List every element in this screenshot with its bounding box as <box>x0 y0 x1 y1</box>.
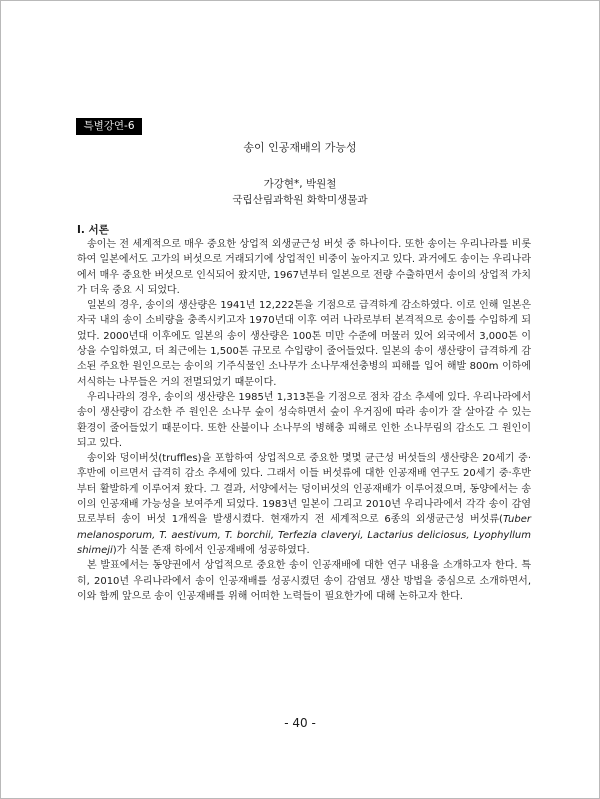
paragraph-3: 우리나라의 경우, 송이의 생산량은 1985년 1,313톤을 기점으로 점차 감소 추세에 있다. 우리나라에서 송이 생산량이 감소한 주 원인은 소나무 숲이 성숙하면서 숲이 우거짐에 따라 송이가 잘 살아갈 수 있는 환경이 줄어들었기 때문이다. 또한 산불이나 소나무의 병해충 피해로 인한 소나무림의 감소도 그 원인이 되고 있다. <box>77 391 531 449</box>
affiliation: 국립산림과학원 화학미생물과 <box>232 194 368 206</box>
section-heading: Ⅰ. 서론 <box>77 224 109 236</box>
paragraph-5: 본 발표에서는 동양권에서 상업적으로 중요한 송이 인공재배에 대한 연구 내용을 소개하고자 한다. 특히, 2010년 우리나라에서 송이 인공재배를 성공시켰던 송이 감염묘 생산 방법을 중심으로 소개하면서, 이와 함께 앞으로 송이 인공재배를 위해 어떠한 노력들이 필요한가에 대해 논하고자 한다. <box>77 560 531 602</box>
lecture-badge: 특별강연-6 <box>76 118 142 135</box>
paragraph-4-text-a: 송이와 덩이버섯(truffles)을 포함하여 상업적으로 중요한 몇몇 균근성 버섯들의 생산량은 20세기 중·후반에 이르면서 급격히 감소 추세에 있다. 그래서 이들 버섯류에 대한 인공재배 연구도 20세기 중·후반부터 활발하게 이루어져 왔다. 그 결과, 서양에서는 덩이버섯의 인공재배가 이루어졌으며, 동양에서는 송이의 인공재배 가능성을 보여주게 되었다. 1983년 일본이 그리고 2010년 우리나라에서 각각 송이 감염묘로부터 송이 버섯 1개씩을 발생시켰다. 현재까지 전 세계적으로 6종의 외생균근성 버섯류( <box>77 453 531 526</box>
authors: 가강현*, 박원철 <box>263 178 337 190</box>
page-number: - 40 - <box>284 716 316 730</box>
paragraph-4-text-b: )가 식물 존재 하에서 인공재배에 성공하였다. <box>112 544 310 556</box>
paragraph-4 <box>77 451 531 558</box>
paragraph-2: 일본의 경우, 송이의 생산량은 1941년 12,222톤을 기점으로 급격하게 감소하였다. 이로 인해 일본은 자국 내의 송이 소비량을 충족시키고자 1970년대 이후 여러 나라로부터 본격적으로 송이를 수입하게 되었다. 2000년대 이후에도 일본의 송이 생산량은 100톤 미만 수준에 머물러 있어 외국에서 3,000톤 이상을 수입하였고, 더 최근에는 1,500톤 규모로 수입량이 줄어들었다. 일본의 송이 생산량이 급격하게 감소된 주요한 원인으로는 송이의 기주식물인 소나무가 소나무재선충병의 피해를 입어 해발 800m 이하에 서식하는 나무들은 거의 전멸되었기 때문이다. <box>77 300 531 388</box>
species-list: Tuber melanosporum, T. aestivum, T. borchii, Terfezia claveryi, Lactarius deliciosus, Lyophyllum shimeji <box>77 514 531 556</box>
paper-title: 송이 인공재배의 가능성 <box>243 141 357 154</box>
paragraph-1: 송이는 전 세계적으로 매우 중요한 상업적 외생균근성 버섯 중 하나이다. 또한 송이는 우리나라를 비롯하여 일본에서도 고가의 버섯으로 거래되기에 상업적인 비중이 높아지고 있다. 과거에도 송이는 우리나라에서 매우 중요한 버섯으로 인식되어 왔지만, 1967년부터 일본으로 전량 수출하면서 송이의 상업적 가치가 더욱 중요 시 되었다. <box>77 239 531 296</box>
body-text <box>77 237 531 604</box>
